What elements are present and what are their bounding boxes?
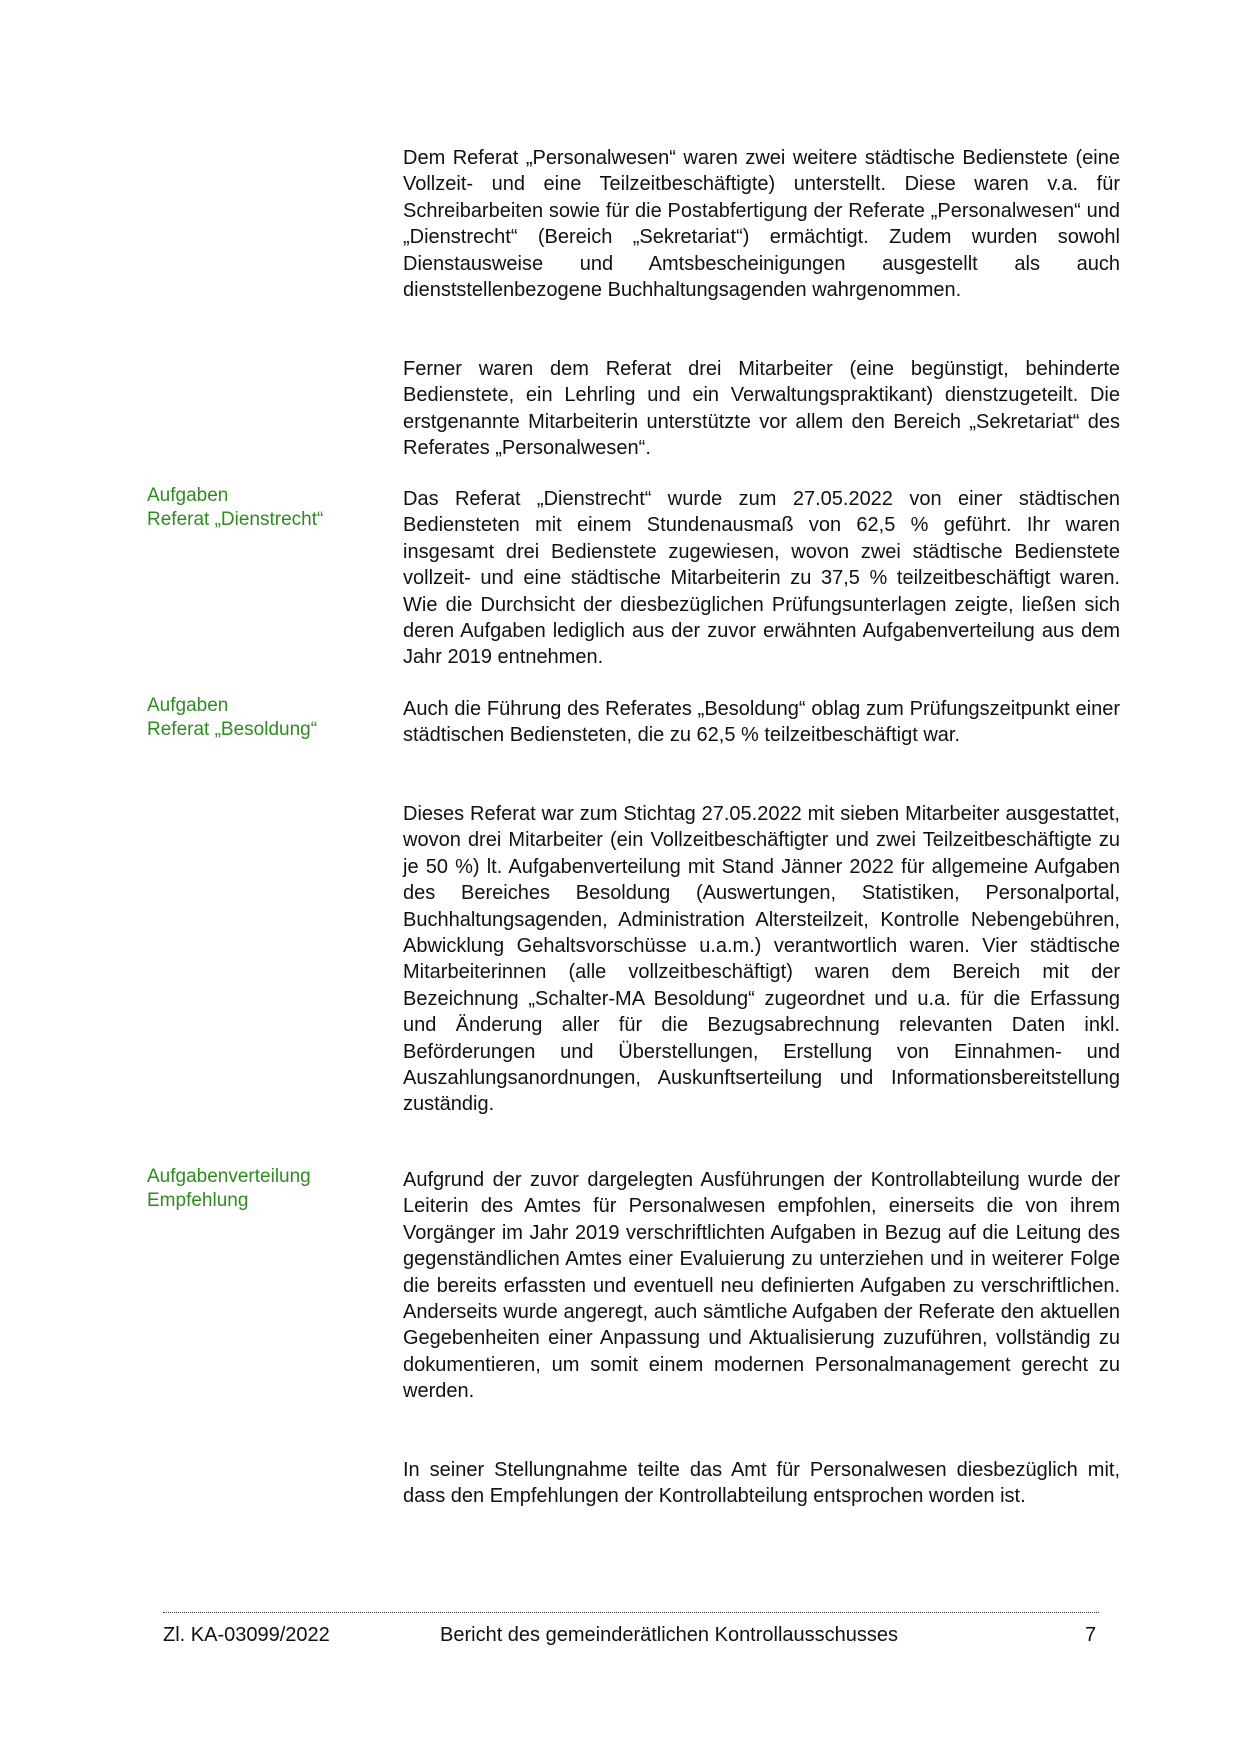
footer-reference: Zl. KA-03099/2022	[163, 1624, 330, 1646]
margin-note-line: Referat „Dienstrecht“	[147, 509, 324, 530]
margin-note-besoldung	[147, 694, 367, 742]
paragraph-besoldung: Auch die Führung des Referates „Besoldung“ oblag zum Prüfungszeitpunkt einer städtischen Bediensteten, die zu 62,5 % teilzeitbeschäftigt war.	[403, 698, 1120, 747]
page-number: 7	[1085, 1624, 1097, 1646]
footer-divider	[163, 1612, 1099, 1613]
paragraph-besoldung-staff: Dieses Referat war zum Stichtag 27.05.2022 mit sieben Mitarbeiter ausgestattet, wovon drei Mitarbeiter (ein Vollzeitbeschäftigter und zwei Teilzeitbeschäftigte zu je 50 %) lt. Aufgabenverteilung mit Stand Jänner 2022 für allgemeine Aufgaben des Bereiches Besoldung (Auswertungen, Statistiken, Personalportal, Buchhaltungsagenden, Administration Altersteilzeit, Kontrolle Nebengebühren, Abwicklung Gehaltsvorschüsse u.a.m.) verantwortlich waren. Vier städtische Mitarbeiterinnen (alle vollzeitbeschäftigt) waren dem Bereich mit der Bezeichnung „Schalter-MA Besoldung“ zugeordnet und u.a. für die Erfassung und Änderung aller für die Bezugsabrechnung relevanten Daten inkl. Beförderungen und Überstellungen, Erstellung von Einnahmen- und Auszahlungsanordnungen, Auskunftserteilung und Informationsbereitstellung zuständig.	[403, 803, 1120, 1116]
margin-note-line: Aufgaben	[147, 695, 229, 716]
margin-note-empfehlung	[147, 1165, 367, 1213]
footer-title: Bericht des gemeinderätlichen Kontrollausschusses	[440, 1624, 899, 1646]
margin-note-line: Aufgabenverteilung	[147, 1166, 311, 1187]
margin-note-line: Empfehlung	[147, 1190, 249, 1211]
paragraph-dienstrecht: Das Referat „Dienstrecht“ wurde zum 27.05.2022 von einer städtischen Bediensteten mit einem Stundenausmaß von 62,5 % geführt. Ihr waren insgesamt drei Bedienstete zugewiesen, wovon zwei städtische Bedienstete vollzeit- und eine städtische Mitarbeiterin zu 37,5 % teilzeitbeschäftigt waren. Wie die Durchsicht der diesbezüglichen Prüfungsunterlagen zeigte, ließen sich deren Aufgaben lediglich aus der zuvor erwähnten Aufgabenverteilung aus dem Jahr 2019 entnehmen.	[403, 488, 1120, 669]
paragraph-statement: In seiner Stellungnahme teilte das Amt für Personalwesen diesbezüglich mit, dass den Empfehlungen der Kontrollabteilung entsprochen worden ist.	[403, 1459, 1120, 1508]
paragraph-recommendation: Aufgrund der zuvor dargelegten Ausführungen der Kontrollabteilung wurde der Leiterin des Amtes für Personalwesen empfohlen, einerseits die von ihrem Vorgänger im Jahr 2019 verschriftlichten Aufgaben in Bezug auf die Leitung des gegenständlichen Amtes einer Evaluierung zu unterziehen und in weiterer Folge die bereits erfassten und eventuell neu definierten Aufgaben zu verschriftlichen. Anderseits wurde angeregt, auch sämtliche Aufgaben der Referate den aktuellen Gegebenheiten einer Anpassung und Aktualisierung zuzuführen, vollständig zu dokumentieren, um somit einem modernen Personalmanagement gerecht zu werden.	[403, 1169, 1120, 1403]
paragraph-referat-personalwesen-staff: Dem Referat „Personalwesen“ waren zwei weitere städtische Bedienstete (eine Vollzeit- und eine Teilzeitbeschäftigte) unterstellt. Diese waren v.a. für Schreibarbeiten sowie für die Postabfertigung der Referate „Personalwesen“ und „Dienstrecht“ (Bereich „Sekretariat“) ermächtigt. Zudem wurden sowohl Dienstausweise und Amtsbescheinigungen ausgestellt als auch dienststellenbezogene Buchhaltungsagenden wahrgenommen.	[403, 147, 1120, 302]
paragraph-additional-staff: Ferner waren dem Referat drei Mitarbeiter (eine begünstigt, behinderte Bedienstete, ein Lehrling und ein Verwaltungspraktikant) dienstzugeteilt. Die erstgenannte Mitarbeiterin unterstützte vor allem den Bereich „Sekretariat“ des Referates „Personalwesen“.	[403, 358, 1120, 460]
margin-note-line: Aufgaben	[147, 485, 229, 506]
margin-note-line: Referat „Besoldung“	[147, 719, 318, 740]
margin-note-dienstrecht	[147, 484, 367, 532]
